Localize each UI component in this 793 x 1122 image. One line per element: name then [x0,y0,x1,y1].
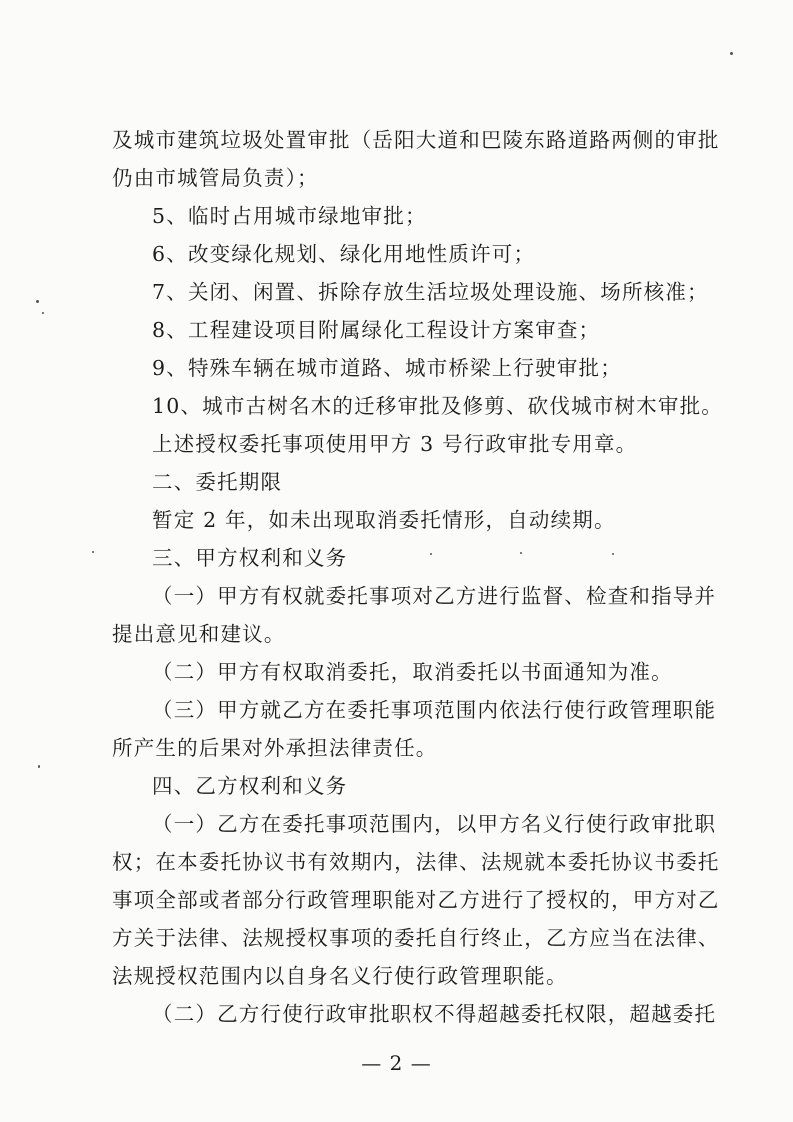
text-line: （二）甲方有权取消委托，取消委托以书面通知为准。 [152,660,673,684]
text-line: 及城市建筑垃圾处置审批（岳阳大道和巴陵东路道路两侧的审批 [112,128,720,152]
text-line: （二）乙方行使行政审批职权不得超越委托权限，超越委托 [152,1002,717,1026]
text-line: 事项全部或者部分行政管理职能对乙方进行了授权的，甲方对乙 [112,888,720,912]
text-line: 法规授权范围内以自身名义行使行政管理职能。 [112,964,568,988]
text-line: 上述授权委托事项使用甲方 3 号行政审批专用章。 [152,432,638,456]
scan-speck [36,300,39,303]
text-line: （三）甲方就乙方在委托事项范围内依法行使行政管理职能 [152,698,717,722]
list-item: 10、城市古树名木的迁移审批及修剪、砍伐城市树木审批。 [152,394,723,418]
list-item: 6、改变绿化规划、绿化用地性质许可； [152,242,536,266]
list-item: 5、临时占用城市绿地审批； [152,204,427,228]
text-line: （一）甲方有权就委托事项对乙方进行监督、检查和指导并 [152,584,717,608]
text-line: 仍由市城管局负责）； [112,166,319,190]
scan-speck [612,553,614,555]
section-heading: 三、甲方权利和义务 [152,546,348,570]
scan-speck [430,553,432,555]
text-line: 暂定 2 年，如未出现取消委托情形，自动续期。 [152,508,616,532]
scan-speck [92,551,94,553]
scan-speck [38,765,40,768]
text-line: 所产生的后果对外承担法律责任。 [112,736,438,760]
text-line: 提出意见和建议。 [112,622,286,646]
page-number: — 2 — [361,1051,432,1075]
list-item: 9、特殊车辆在城市道路、城市桥梁上行驶审批； [152,356,622,380]
scan-speck [730,52,733,55]
text-line: 权；在本委托协议书有效期内，法律、法规就本委托协议书委托 [112,850,720,874]
scan-speck [520,552,522,554]
scan-speck [42,312,44,314]
list-item: 7、关闭、闲置、拆除存放生活垃圾处理设施、场所核准； [152,280,709,304]
section-heading: 四、乙方权利和义务 [152,774,348,798]
section-heading: 二、委托期限 [152,470,283,494]
text-line: （一）乙方在委托事项范围内，以甲方名义行使行政审批职 [152,812,717,836]
list-item: 8、工程建设项目附属绿化工程设计方案审查； [152,318,601,342]
text-line: 方关于法律、法规授权事项的委托自行终止，乙方应当在法律、 [112,926,720,950]
